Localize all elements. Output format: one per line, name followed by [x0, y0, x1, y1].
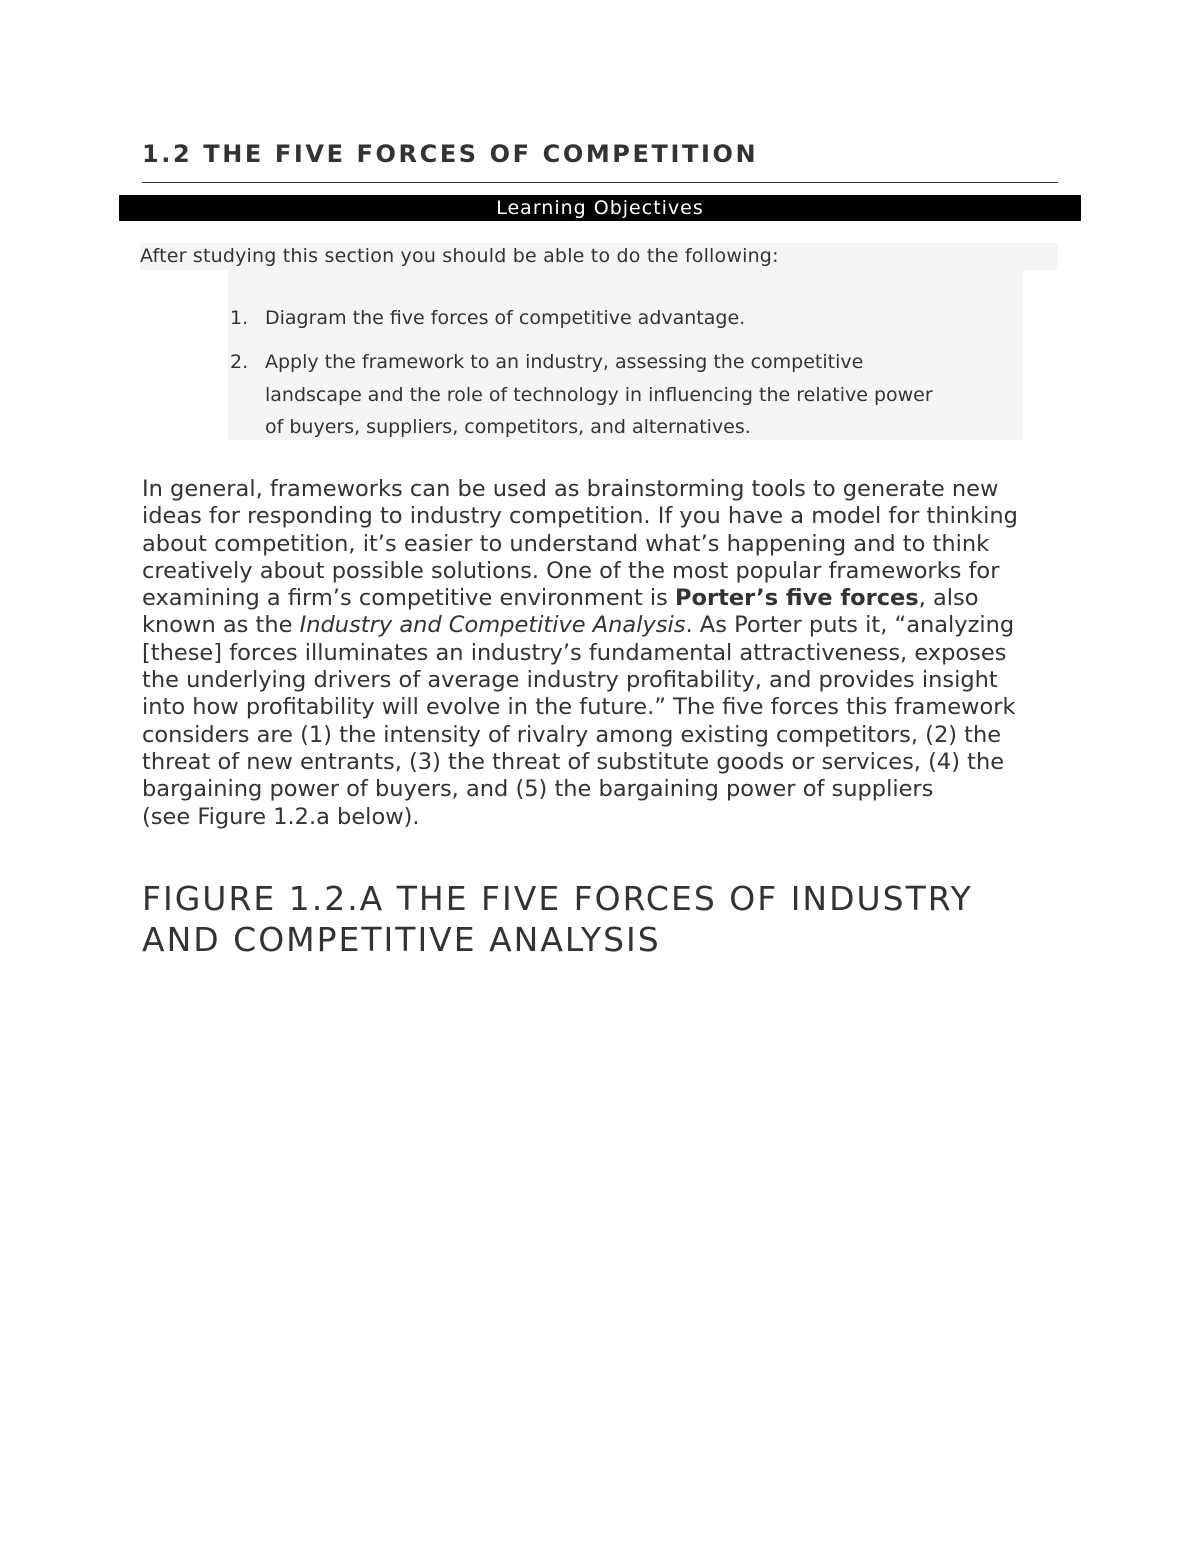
- list-item-number: 1.: [230, 307, 249, 329]
- list-item: [228, 302, 1023, 335]
- learning-objectives-list-box: [228, 270, 1023, 440]
- learning-objectives-header: Learning Objectives: [119, 195, 1081, 221]
- body-line: bargaining power of buyers, and (5) the bargaining power of suppliers: [142, 776, 934, 803]
- body-text: , also: [918, 585, 979, 612]
- body-line: [142, 612, 1066, 639]
- title-divider: [142, 182, 1058, 183]
- figure-title-line: FIGURE 1.2.A THE FIVE FORCES OF INDUSTRY: [142, 879, 973, 918]
- body-line: [142, 585, 1066, 612]
- body-text: examining a firm’s competitive environment is: [142, 585, 676, 612]
- figure-title: [142, 878, 973, 960]
- body-text: known as the: [142, 612, 300, 639]
- body-line: threat of new entrants, (3) the threat of substitute goods or services, (4) the: [142, 748, 1005, 775]
- body-line: into how profitability will evolve in the future.” The five forces this framework: [142, 694, 1016, 721]
- body-line: [these] forces illuminates an industry’s fundamental attractiveness, exposes: [142, 639, 1007, 666]
- figure-title-line: AND COMPETITIVE ANALYSIS: [142, 920, 661, 959]
- section-title: 1.2 THE FIVE FORCES OF COMPETITION: [142, 140, 759, 168]
- body-paragraph: [142, 476, 1066, 831]
- porters-five-forces-term: Porter’s five forces: [675, 585, 919, 612]
- list-item-text-line: of buyers, suppliers, competitors, and alternatives.: [265, 416, 751, 438]
- list-item: [228, 346, 1023, 444]
- body-line: about competition, it’s easier to understand what’s happening and to think: [142, 530, 990, 557]
- body-line: considers are (1) the intensity of rivalry among existing competitors, (2) the: [142, 721, 1002, 748]
- list-item-text: Diagram the five forces of competitive advantage.: [265, 307, 746, 329]
- body-line: the underlying drivers of average industry profitability, and provides insight: [142, 667, 998, 694]
- list-item-text: [265, 346, 1023, 444]
- body-text: . As Porter puts it, “analyzing: [685, 612, 1015, 639]
- list-item-text-line: landscape and the role of technology in influencing the relative power: [265, 383, 933, 406]
- body-line: (see Figure 1.2.a below).: [142, 803, 420, 830]
- industry-analysis-term: Industry and Competitive Analysis: [299, 612, 686, 639]
- body-line: creatively about possible solutions. One of the most popular frameworks for: [142, 557, 1000, 584]
- body-line: In general, frameworks can be used as brainstorming tools to generate new: [142, 476, 999, 502]
- list-item-number: 2.: [230, 351, 249, 373]
- body-line: ideas for responding to industry competition. If you have a model for thinking: [142, 503, 1018, 530]
- list-item-text-line: Apply the framework to an industry, assessing the competitive: [265, 351, 864, 373]
- learning-objectives-intro: After studying this section you should be able to do the following:: [140, 243, 1058, 270]
